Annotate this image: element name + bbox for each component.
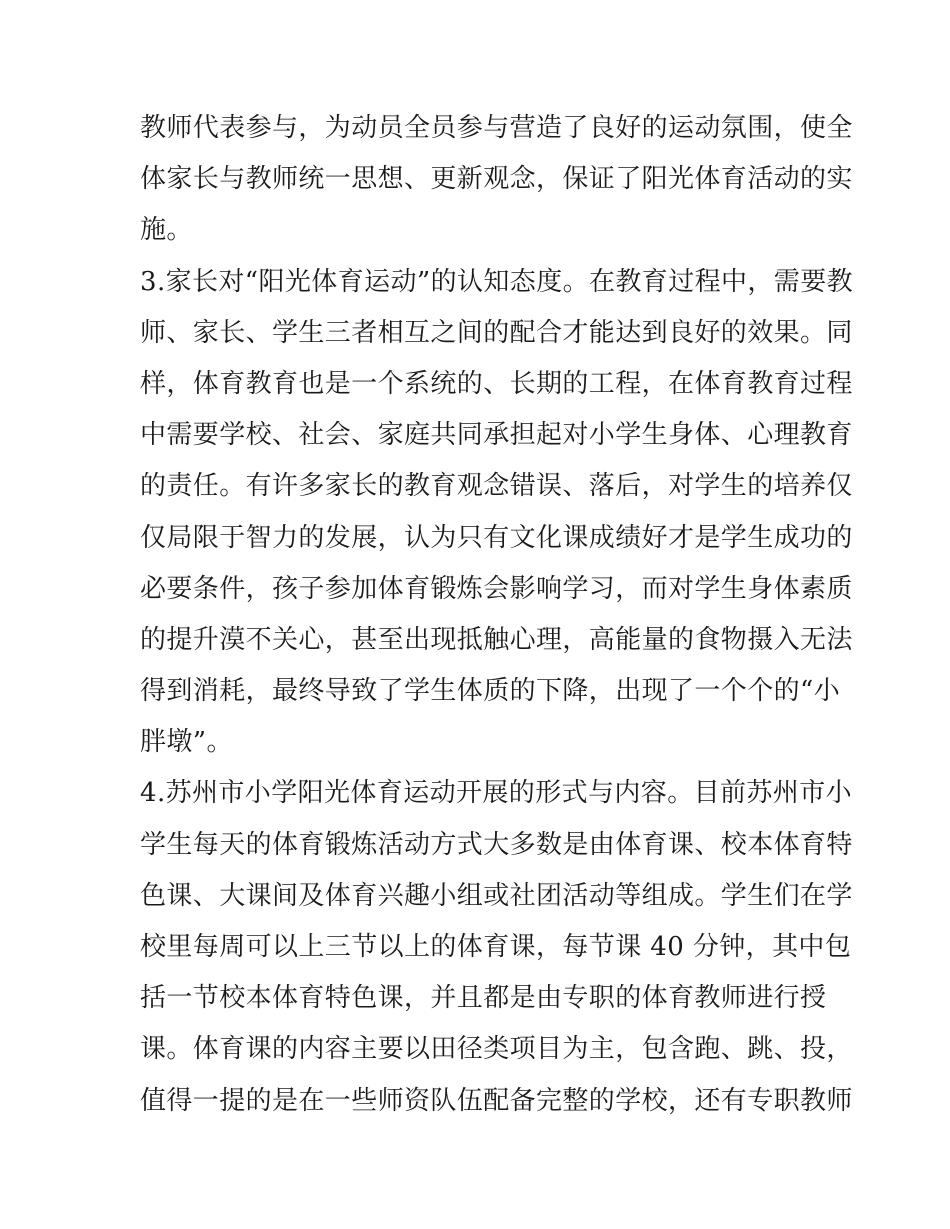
text-line: 括一节校本体育特色课，并且都是由专职的体育教师进行授 [140, 983, 827, 1014]
text-line: 体家长与教师统一思想、更新观念，保证了阳光体育活动的实 [140, 164, 853, 195]
text-line: 得到消耗，最终导致了学生体质的下降，出现了一个个的“小 [140, 676, 841, 707]
text-line: 课。体育课的内容主要以田径类项目为主，包含跑、跳、投， [140, 1034, 853, 1065]
text-line: 仅局限于智力的发展，认为只有文化课成绩好才是学生成功的 [140, 522, 853, 553]
text-line: 的提升漠不关心，甚至出现抵触心理，高能量的食物摄入无法 [140, 624, 853, 655]
text-line: 施。 [140, 215, 193, 246]
text-line: 值得一提的是在一些师资队伍配备完整的学校，还有专职教师 [140, 1085, 853, 1116]
text-line: 校里每周可以上三节以上的体育课，每节课 40 分钟，其中包 [140, 932, 852, 962]
body-text [140, 103, 853, 1127]
text-line: 学生每天的体育锻炼活动方式大多数是由体育课、校本体育特 [140, 829, 853, 860]
text-line: 师、家长、学生三者相互之间的配合才能达到良好的效果。同 [140, 317, 853, 348]
text-line: 4.苏州市小学阳光体育运动开展的形式与内容。目前苏州市小 [140, 778, 853, 809]
text-line: 样，体育教育也是一个系统的、长期的工程，在体育教育过程 [140, 368, 853, 399]
text-line: 必要条件，孩子参加体育锻炼会影响学习，而对学生身体素质 [140, 573, 853, 604]
text-line: 色课、大课间及体育兴趣小组或社团活动等组成。学生们在学 [140, 880, 853, 911]
text-line: 3.家长对“阳光体育运动”的认知态度。在教育过程中，需要教 [140, 266, 853, 297]
text-line: 胖墩”。 [140, 727, 233, 758]
text-line: 教师代表参与，为动员全员参与营造了良好的运动氛围，使全 [140, 113, 853, 143]
text-line: 中需要学校、社会、家庭共同承担起对小学生身体、心理教育 [140, 420, 853, 451]
text-line: 的责任。有许多家长的教育观念错误、落后，对学生的培养仅 [140, 471, 853, 502]
